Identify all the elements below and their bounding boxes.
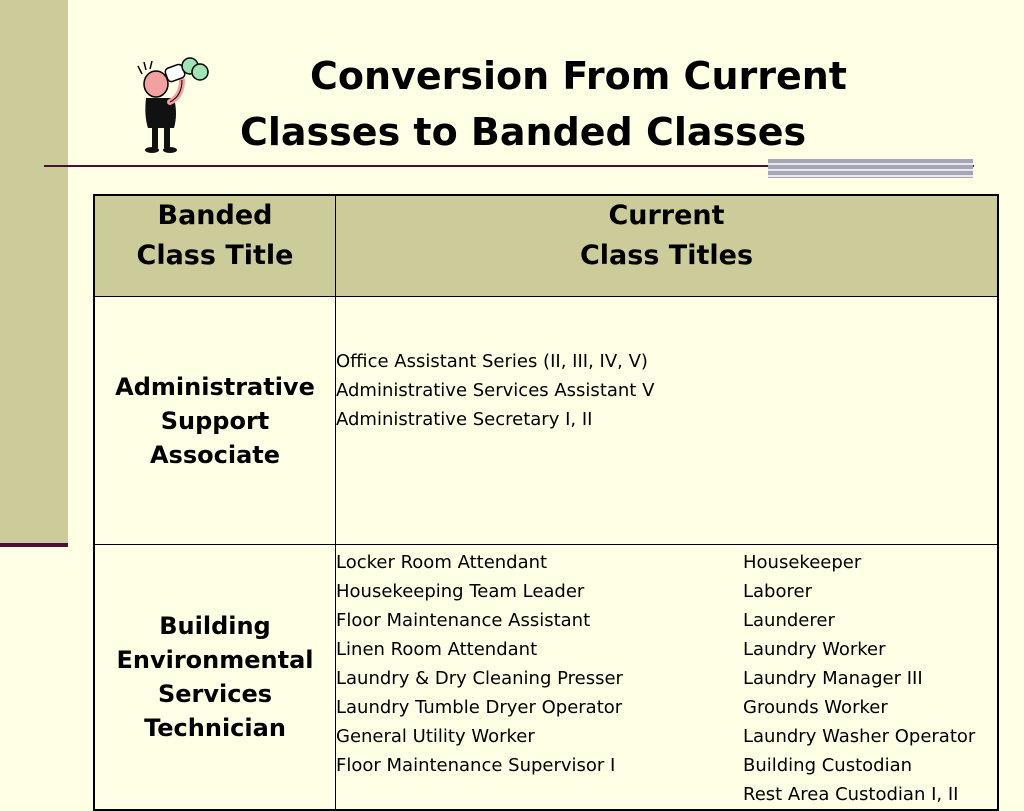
binoculars-person-icon xyxy=(130,56,210,156)
header-current-line: Current xyxy=(608,200,725,231)
current-class-item: Floor Maintenance Assistant xyxy=(336,610,591,631)
current-class-item: Building Custodian xyxy=(743,755,913,776)
banded-class-cell xyxy=(94,545,336,811)
banded-class-line: Building xyxy=(159,612,271,640)
banded-class-line: Support xyxy=(160,406,270,435)
current-class-item: Rest Area Custodian I, II xyxy=(743,784,959,805)
table-row xyxy=(94,545,998,811)
banded-class-line: Technician xyxy=(144,714,286,742)
current-class-item: General Utility Worker xyxy=(336,726,535,747)
current-class-item: Administrative Secretary I, II xyxy=(336,409,593,430)
header-banded-class-title xyxy=(94,195,336,297)
current-class-cell xyxy=(336,545,999,811)
current-class-item: Administrative Services Assistant V xyxy=(336,380,655,401)
current-class-item: Office Assistant Series (II, III, IV, V) xyxy=(336,351,648,372)
header-current-class-titles xyxy=(336,195,999,297)
current-class-item: Laundry Manager III xyxy=(743,668,923,689)
current-class-item: Housekeeper xyxy=(743,552,862,573)
current-class-item: Laborer xyxy=(743,581,812,602)
current-class-cell xyxy=(336,297,999,545)
banded-class-line: Environmental xyxy=(116,646,314,674)
conversion-table xyxy=(93,194,999,811)
slide-title xyxy=(200,48,920,160)
banded-class-line: Administrative xyxy=(115,372,315,401)
current-class-item: Laundry Tumble Dryer Operator xyxy=(336,697,623,718)
title-rule-accent xyxy=(768,159,973,178)
slide-title-line2: Classes to Banded Classes xyxy=(240,110,807,154)
left-decor-band xyxy=(0,0,68,545)
current-class-item: Housekeeping Team Leader xyxy=(336,581,585,602)
current-class-item: Floor Maintenance Supervisor I xyxy=(336,755,616,776)
current-class-item: Laundry Washer Operator xyxy=(743,726,976,747)
header-current-line: Class Titles xyxy=(579,240,754,271)
current-class-item: Launderer xyxy=(743,610,835,631)
banded-class-line: Associate xyxy=(149,440,281,469)
current-class-item: Laundry Worker xyxy=(743,639,886,660)
table-header-row xyxy=(94,195,998,297)
slide-title-line1: Conversion From Current xyxy=(310,54,847,98)
table-row xyxy=(94,297,998,545)
current-class-item: Linen Room Attendant xyxy=(336,639,538,660)
header-banded-line: Banded xyxy=(157,200,273,231)
current-class-item: Grounds Worker xyxy=(743,697,888,718)
current-class-column-2 xyxy=(743,548,993,809)
header-banded-line: Class Title xyxy=(136,240,294,271)
current-class-item: Locker Room Attendant xyxy=(336,552,548,573)
current-class-column-1 xyxy=(336,548,743,809)
left-decor-line xyxy=(0,543,68,547)
banded-class-cell xyxy=(94,297,336,545)
current-class-item: Laundry & Dry Cleaning Presser xyxy=(336,668,623,689)
current-class-columns xyxy=(336,548,997,809)
banded-class-line: Services xyxy=(157,680,273,708)
